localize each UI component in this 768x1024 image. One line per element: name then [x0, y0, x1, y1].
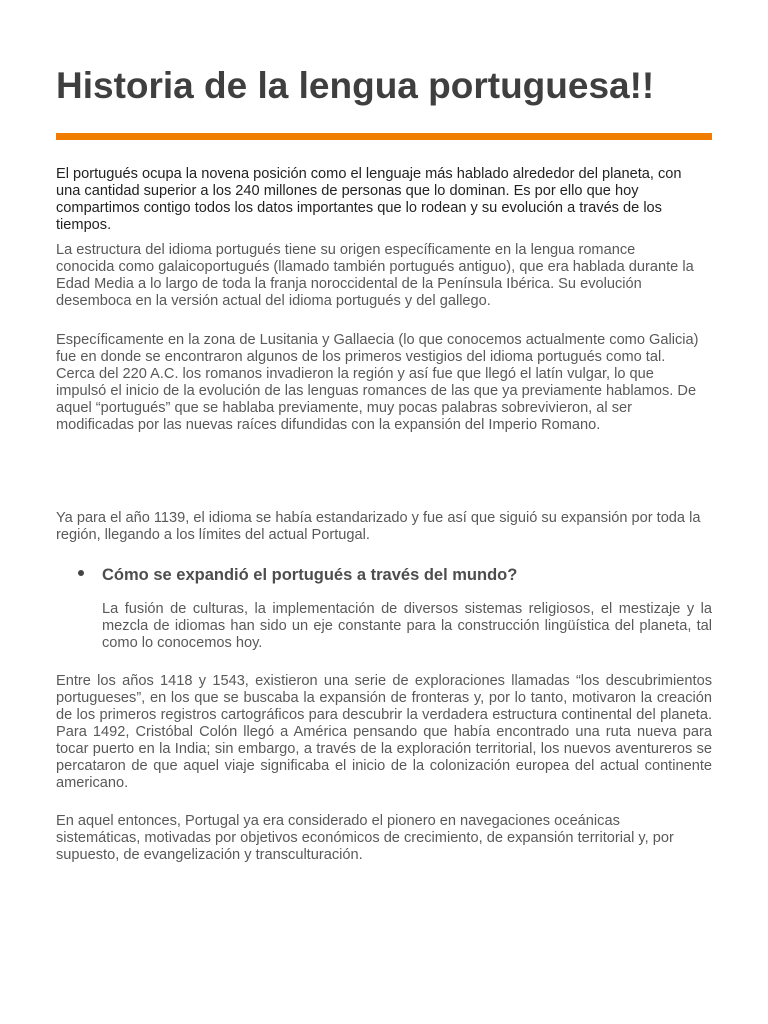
fusion-paragraph: La fusión de culturas, la implementación de diversos sistemas religiosos, el mestizaje y la mezcla de idiomas han sido un eje constante para la construcción lingüística del planeta, tal como lo conocemos hoy.	[102, 601, 712, 651]
title-underline	[56, 133, 712, 140]
explorations-paragraph: Entre los años 1418 y 1543, existieron una serie de exploraciones llamadas “los descubrimientos portugueses”, en los que se buscaba la expansión de fronteras y, por lo tanto, motivaron la creación de los primeros registros cartográficos para descubrir la verdadera estructura continental del planeta. Para 1492, Cristóbal Colón llegó a América pensando que había encontrado una ruta nueva para tocar puerto en la India; sin embargo, a través de la exploración territorial, los nuevos aventureros se percataron de que aquel viaje significaba el inicio de la colonización europea del actual continente americano.	[56, 673, 712, 791]
origin-paragraph: La estructura del idioma portugués tiene su origen específicamente en la lengua romance conocida como galaicoportugués (llamado también portugués antiguo), que era hablada durante la Edad Media a lo largo de toda la franja noroccidental de la Península Ibérica. Su evolución desemboca en la versión actual del idioma portugués y del gallego.	[56, 242, 694, 309]
bullet-icon	[78, 570, 84, 576]
standardized-paragraph: Ya para el año 1139, el idioma se había estandarizado y fue así que siguió su expansión por toda la región, llegando a los límites del actual Portugal.	[56, 510, 701, 543]
pioneer-paragraph: En aquel entonces, Portugal ya era considerado el pionero en navegaciones oceánicas sistemáticas, motivadas por objetivos económicos de crecimiento, de expansión territorial y, por supuesto, de evangelización y transculturación.	[56, 813, 674, 863]
intro-paragraph: El portugués ocupa la novena posición como el lenguaje más hablado alrededor del planeta, con una cantidad superior a los 240 millones de personas que lo dominan. Es por ello que hoy compartimos contigo todos los datos importantes que lo rodean y su evolución a través de los tiempos.	[56, 166, 682, 233]
page-title: Historia de la lengua portuguesa!!	[56, 65, 655, 106]
lusitania-paragraph: Específicamente en la zona de Lusitania y Gallaecia (lo que conocemos actualmente como Galicia) fue en donde se encontraron algunos de los primeros vestigios del idioma portugués como tal. Cerca del 220 A.C. los romanos invadieron la región y así fue que llegó el latín vulgar, lo que impulsó el inicio de la evolución de las lenguas romances de las que ya previamente hablamos. De aquel “portugués” que se hablaba previamente, muy pocas palabras sobrevivieron, al ser modificadas por las nuevas raíces difundidas con la expansión del Imperio Romano.	[56, 332, 699, 433]
section-heading: Cómo se expandió el portugués a través del mundo?	[102, 566, 518, 584]
